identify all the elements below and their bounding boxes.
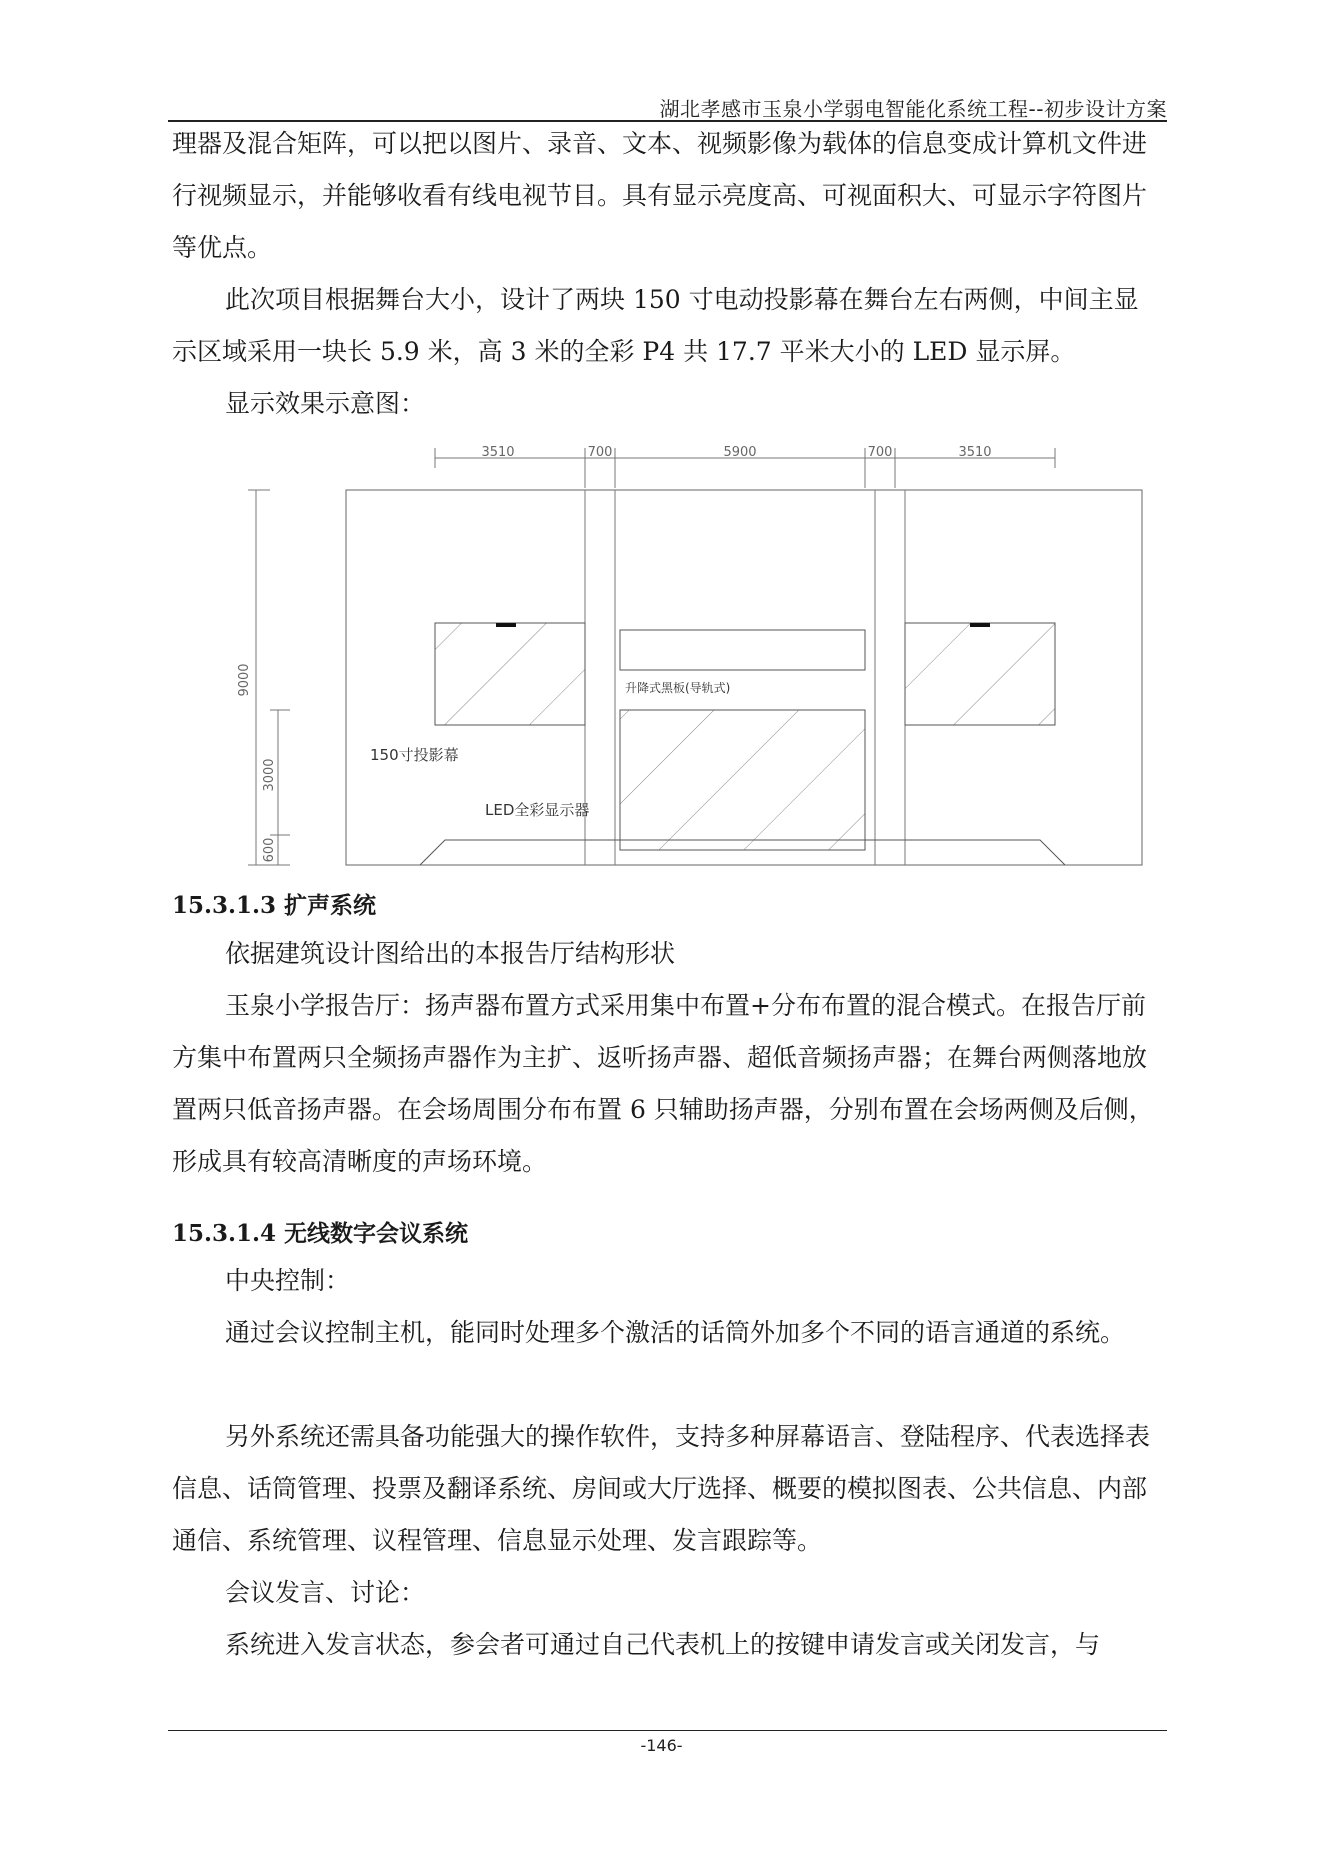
- dim-right-pillar: 700: [867, 445, 893, 460]
- dim-center: 5900: [723, 445, 757, 460]
- display-elevation-drawing: [230, 430, 1160, 870]
- dim-right-screen: 3510: [958, 445, 992, 460]
- section-heading-pa: 15.3.1.3 扩声系统: [172, 892, 377, 919]
- dim-stage-height: 600: [262, 837, 277, 863]
- paragraph-design: 此次项目根据舞台大小，设计了两块 150 寸电动投影幕在舞台左右两侧，中间主显示区域采用一块长 5.9 米，高 3 米的全彩 P4 共 17.7 平米大小的 LED 显示屏。: [172, 285, 1139, 366]
- paragraph-speakers: 玉泉小学报告厅：扬声器布置方式采用集中布置+分布布置的混合模式。在报告厅前方集中布置两只全频扬声器作为主扩、返听扬声器、超低音频扬声器；在舞台两侧落地放置两只低音扬声器。在会场周围分布布置 6 只辅助扬声器，分别布置在会场两侧及后侧，形成具有较高清晰度的声场环境。: [172, 991, 1154, 1176]
- dim-total-height: 9000: [237, 663, 252, 697]
- dim-left-pillar: 700: [587, 445, 613, 460]
- running-header: 湖北孝感市玉泉小学弱电智能化系统工程--初步设计方案: [659, 97, 1167, 121]
- paragraph-caption: 显示效果示意图：: [225, 389, 426, 418]
- paragraph-basis: 依据建筑设计图给出的本报告厅结构形状: [225, 939, 676, 968]
- paragraph-central-control: 中央控制：: [225, 1266, 351, 1295]
- label-projection-screen: 150寸投影幕: [370, 746, 459, 764]
- page-number: -146-: [640, 1736, 683, 1755]
- label-led-display: LED全彩显示器: [485, 801, 590, 819]
- dim-left-screen: 3510: [481, 445, 515, 460]
- label-blackboard: 升降式黑板(导轨式): [625, 681, 731, 695]
- section-heading-conference: 15.3.1.4 无线数字会议系统: [172, 1220, 469, 1247]
- footer-rule: [168, 1730, 1167, 1731]
- paragraph-speaking: 系统进入发言状态，参会者可通过自己代表机上的按键申请发言或关闭发言，与: [225, 1630, 1101, 1659]
- paragraph-host: 通过会议控制主机，能同时处理多个激活的话筒外加多个不同的语言通道的系统。: [225, 1318, 1126, 1347]
- dim-led-height: 3000: [262, 758, 277, 792]
- paragraph-software: 另外系统还需具备功能强大的操作软件，支持多种屏幕语言、登陆程序、代表选择表信息、话筒管理、投票及翻译系统、房间或大厅选择、概要的模拟图表、公共信息、内部通信、系统管理、议程管理、信息显示处理、发言跟踪等。: [172, 1422, 1151, 1555]
- paragraph-intro: 理器及混合矩阵，可以把以图片、录音、文本、视频影像为载体的信息变成计算机文件进行视频显示，并能够收看有线电视节目。具有显示亮度高、可视面积大、可显示字符图片等优点。: [172, 129, 1148, 262]
- paragraph-discussion: 会议发言、讨论：: [225, 1578, 426, 1607]
